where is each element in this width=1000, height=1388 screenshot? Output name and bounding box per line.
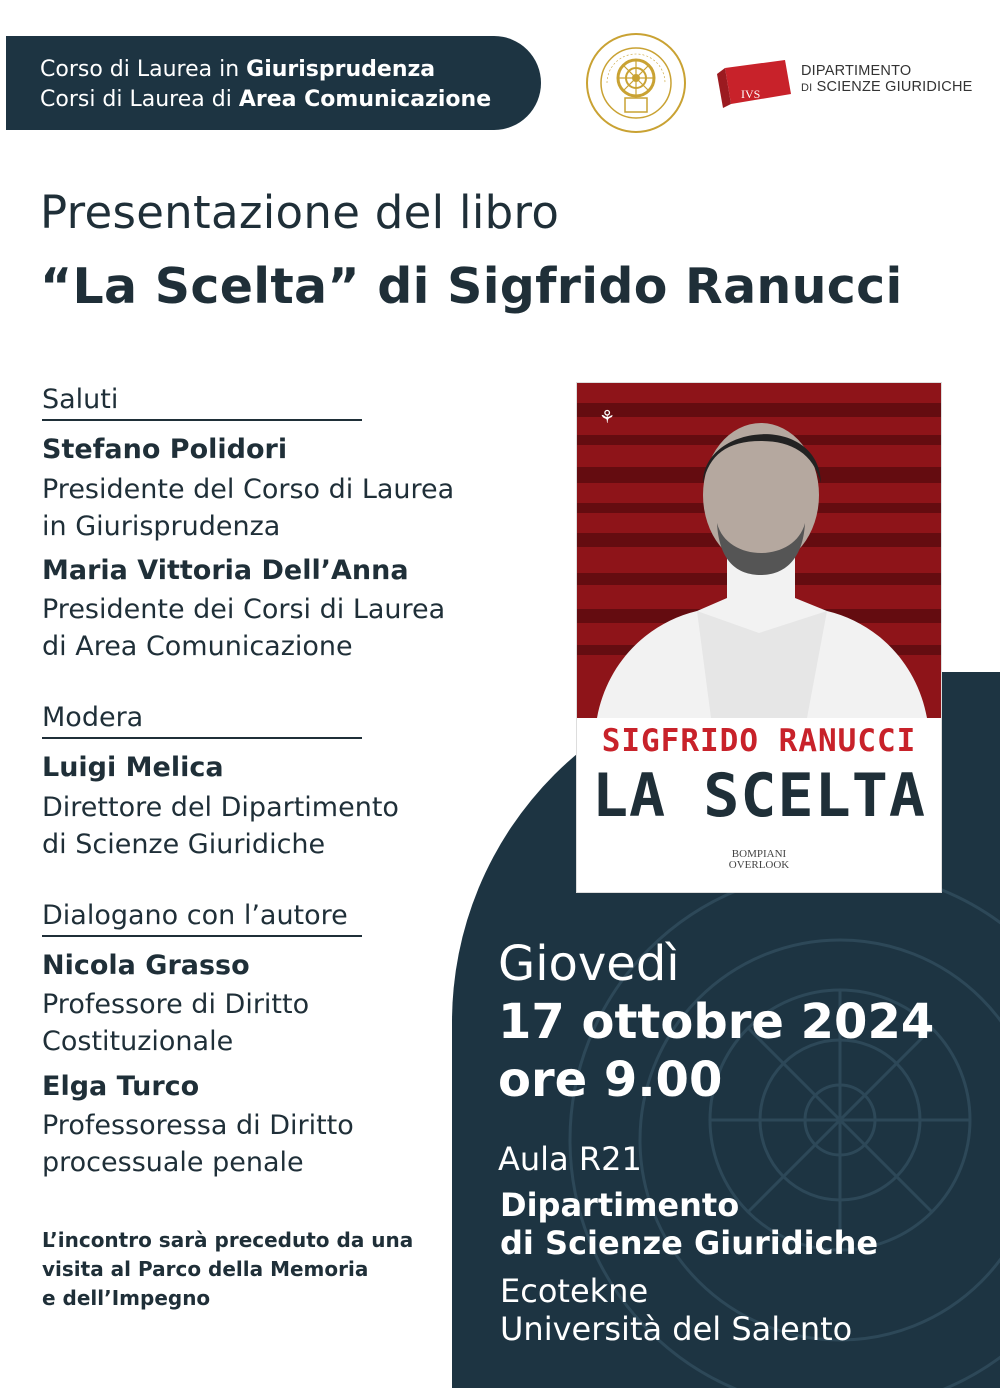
book-publisher-2: OVERLOOK — [728, 859, 790, 871]
title-line-1: Presentazione del libro — [40, 186, 560, 239]
book-icon — [715, 56, 795, 112]
book-title: LA SCELTA — [591, 761, 927, 831]
speaker-name-5: Elga Turco — [42, 1071, 200, 1102]
section-modera: Modera — [42, 702, 362, 739]
event-place-line-2: Università del Salento — [500, 1310, 853, 1348]
book-publisher-1: BOMPIANI — [731, 848, 787, 860]
event-department-line-1: Dipartimento — [500, 1186, 740, 1224]
department-line-2-di: DI — [801, 82, 813, 94]
event-department — [500, 1186, 878, 1262]
course-line-2 — [40, 85, 541, 115]
visit-note — [42, 1226, 442, 1313]
event-room: Aula R21 — [498, 1140, 642, 1178]
speaker-name-1: Stefano Polidori — [42, 434, 288, 465]
event-department-line-2: di Scienze Giuridiche — [500, 1224, 879, 1262]
publisher-emblem-icon: ⚘ — [599, 407, 616, 428]
speaker-role-4 — [42, 986, 309, 1060]
speaker-role-5-line-1: Professoressa di Diritto — [42, 1110, 354, 1141]
visit-note-line-3: e dell’Impegno — [42, 1286, 211, 1310]
speaker-role-5 — [42, 1107, 354, 1181]
speaker-role-2-line-1: Presidente dei Corsi di Laurea — [42, 594, 446, 625]
book-publisher — [577, 849, 941, 871]
speaker-role-3-line-1: Direttore del Dipartimento — [42, 792, 399, 823]
speaker-name-2: Maria Vittoria Dell’Anna — [42, 555, 409, 586]
speaker-name-3: Luigi Melica — [42, 752, 224, 783]
speaker-name-4: Nicola Grasso — [42, 950, 250, 981]
department-line-1: DIPARTIMENTO — [801, 63, 912, 79]
speaker-role-5-line-2: processuale penale — [42, 1147, 304, 1178]
event-time: ore 9.00 — [498, 1052, 723, 1108]
section-dialogano: Dialogano con l’autore — [42, 900, 362, 937]
event-place — [500, 1272, 852, 1348]
section-saluti: Saluti — [42, 384, 362, 421]
course-line-2-bold: Area Comunicazione — [238, 87, 492, 112]
speaker-role-4-line-1: Professore di Diritto — [42, 989, 310, 1020]
course-line-1-bold: Giurisprudenza — [246, 57, 436, 82]
university-seal-logo — [585, 32, 687, 134]
speaker-role-4-line-2: Costituzionale — [42, 1026, 234, 1057]
course-line-1 — [40, 55, 541, 85]
course-banner — [6, 36, 541, 130]
book-author: SIGFRIDO RANUCCI — [601, 723, 917, 759]
speaker-role-2 — [42, 591, 445, 665]
course-line-2-prefix: Corsi di Laurea di — [40, 87, 239, 112]
speaker-role-3 — [42, 789, 399, 863]
speaker-role-1 — [42, 471, 454, 545]
department-line-2-rest: SCIENZE GIURIDICHE — [812, 79, 973, 95]
speaker-role-1-line-2: in Giurisprudenza — [42, 511, 281, 542]
svg-text:IVS: IVS — [741, 87, 761, 101]
title-line-2: “La Scelta” di Sigfrido Ranucci — [40, 258, 903, 315]
book-cover — [577, 383, 941, 892]
author-photo — [577, 383, 941, 718]
department-name — [801, 63, 973, 96]
speaker-role-1-line-1: Presidente del Corso di Laurea — [42, 474, 455, 505]
course-line-1-prefix: Corso di Laurea in — [40, 57, 247, 82]
visit-note-line-2: visita al Parco della Memoria — [42, 1257, 369, 1281]
department-line-2 — [801, 79, 973, 96]
event-place-line-1: Ecotekne — [500, 1272, 649, 1310]
event-day: Giovedì — [498, 936, 680, 992]
speaker-role-3-line-2: di Scienze Giuridiche — [42, 829, 326, 860]
event-date: 17 ottobre 2024 — [498, 994, 935, 1050]
visit-note-line-1: L’incontro sarà preceduto da una — [42, 1228, 414, 1252]
speaker-role-2-line-2: di Area Comunicazione — [42, 631, 353, 662]
